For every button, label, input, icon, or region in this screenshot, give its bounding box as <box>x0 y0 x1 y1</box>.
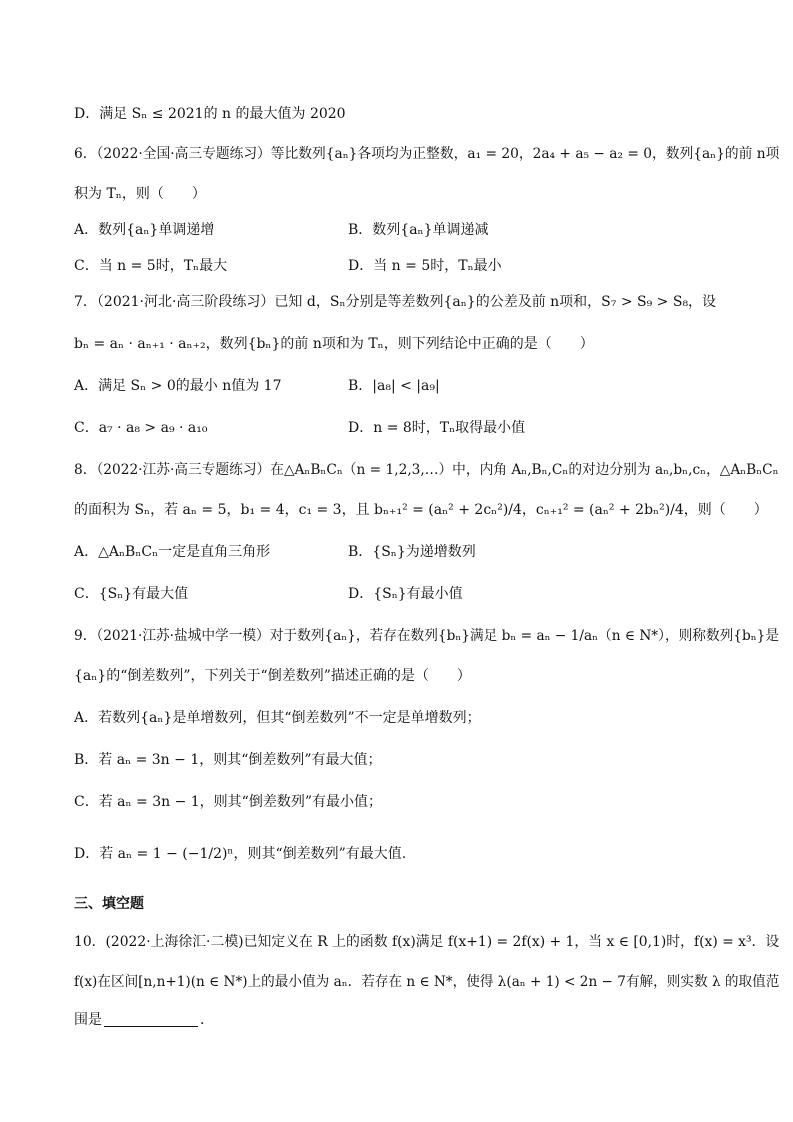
option-6b: B．数列{aₙ}单调递减 <box>348 222 489 238</box>
option-7c: C．a₇ · a₈ > a₉ · a₁₀ <box>74 420 208 436</box>
option-7d: D．n = 8时，Tₙ取得最小值 <box>348 420 526 436</box>
question-10-stem-cont: f(x)在区间[n,n+1)(n ∈ N*)上的最小值为 aₙ．若存在 n ∈ N*，使得 λ(aₙ + 1) < 2n − 7有解，则实数 λ 的取值范 <box>74 974 780 990</box>
option-8c: C．{Sₙ}有最大值 <box>74 586 189 602</box>
option-8d: D．{Sₙ}有最小值 <box>348 586 463 602</box>
question-6-stem: 6．（2022·全国·高三专题练习）等比数列{aₙ}各项均为正整数，a₁ = 20，2a₄ + a₅ − a₂ = 0，数列{aₙ}的前 n项 <box>74 146 780 162</box>
option-8a: A．△AₙBₙCₙ一定是直角三角形 <box>74 544 271 560</box>
question-10-stem-end: 围是 <box>74 1012 102 1028</box>
option-9a: A．若数列{aₙ}是单增数列，但其“倒差数列”不一定是单增数列； <box>74 710 481 726</box>
option-9b: B．若 aₙ = 3n − 1，则其“倒差数列”有最大值； <box>74 752 382 768</box>
option-5d: D．满足 Sₙ ≤ 2021的 n 的最大值为 2020 <box>74 106 346 122</box>
answer-blank <box>104 1026 198 1027</box>
question-6-stem-cont: 积为 Tₙ，则（ ） <box>74 186 206 202</box>
question-10-period: ． <box>200 1012 214 1028</box>
option-6d: D．当 n = 5时，Tₙ最小 <box>348 258 502 274</box>
option-9d: D．若 aₙ = 1 − (−1/2)ⁿ，则其“倒差数列”有最大值. <box>74 846 407 862</box>
question-8-stem: 8．（2022·江苏·高三专题练习）在△AₙBₙCₙ（n = 1,2,3,…）中，内角 Aₙ,Bₙ,Cₙ的对边分别为 aₙ,bₙ,cₙ，△AₙBₙCₙ <box>74 462 779 478</box>
option-6c: C．当 n = 5时，Tₙ最大 <box>74 258 228 274</box>
question-9-stem: 9．（2021·江苏·盐城中学一模）对于数列{aₙ}，若存在数列{bₙ}满足 bₙ = aₙ − 1/aₙ（n ∈ N*），则称数列{bₙ}是 <box>74 628 780 644</box>
question-7-stem: 7．（2021·河北·高三阶段练习）已知 d，Sₙ分别是等差数列{aₙ}的公差及前 n项和，S₇ > S₉ > S₈，设 <box>74 294 717 310</box>
option-9c: C．若 aₙ = 3n − 1，则其“倒差数列”有最小值； <box>74 794 382 810</box>
question-8-stem-cont: 的面积为 Sₙ，若 aₙ = 5，b₁ = 4，c₁ = 3，且 bₙ₊₁² = (aₙ² + 2cₙ²)/4，cₙ₊₁² = (aₙ² + 2bₙ²)/4，则（ ） <box>74 502 768 518</box>
option-6a: A．数列{aₙ}单调递增 <box>74 222 215 238</box>
option-7b: B．|a₈| < |a₉| <box>348 378 440 394</box>
question-10-stem: 10．(2022·上海徐汇·二模)已知定义在 R 上的函数 f(x)满足 f(x+1) = 2f(x) + 1，当 x ∈ [0,1)时，f(x) = x³．设 <box>74 934 780 950</box>
option-8b: B．{Sₙ}为递增数列 <box>348 544 476 560</box>
question-9-stem-cont: {aₙ}的“倒差数列”，下列关于“倒差数列”描述正确的是（ ） <box>74 668 471 684</box>
option-7a: A．满足 Sₙ > 0的最小 n值为 17 <box>74 378 282 394</box>
question-7-stem-cont: bₙ = aₙ · aₙ₊₁ · aₙ₊₂，数列{bₙ}的前 n项和为 Tₙ，则下列结论中正确的是（ ） <box>74 336 594 352</box>
section-heading-fill-in: 三、填空题 <box>74 896 144 912</box>
